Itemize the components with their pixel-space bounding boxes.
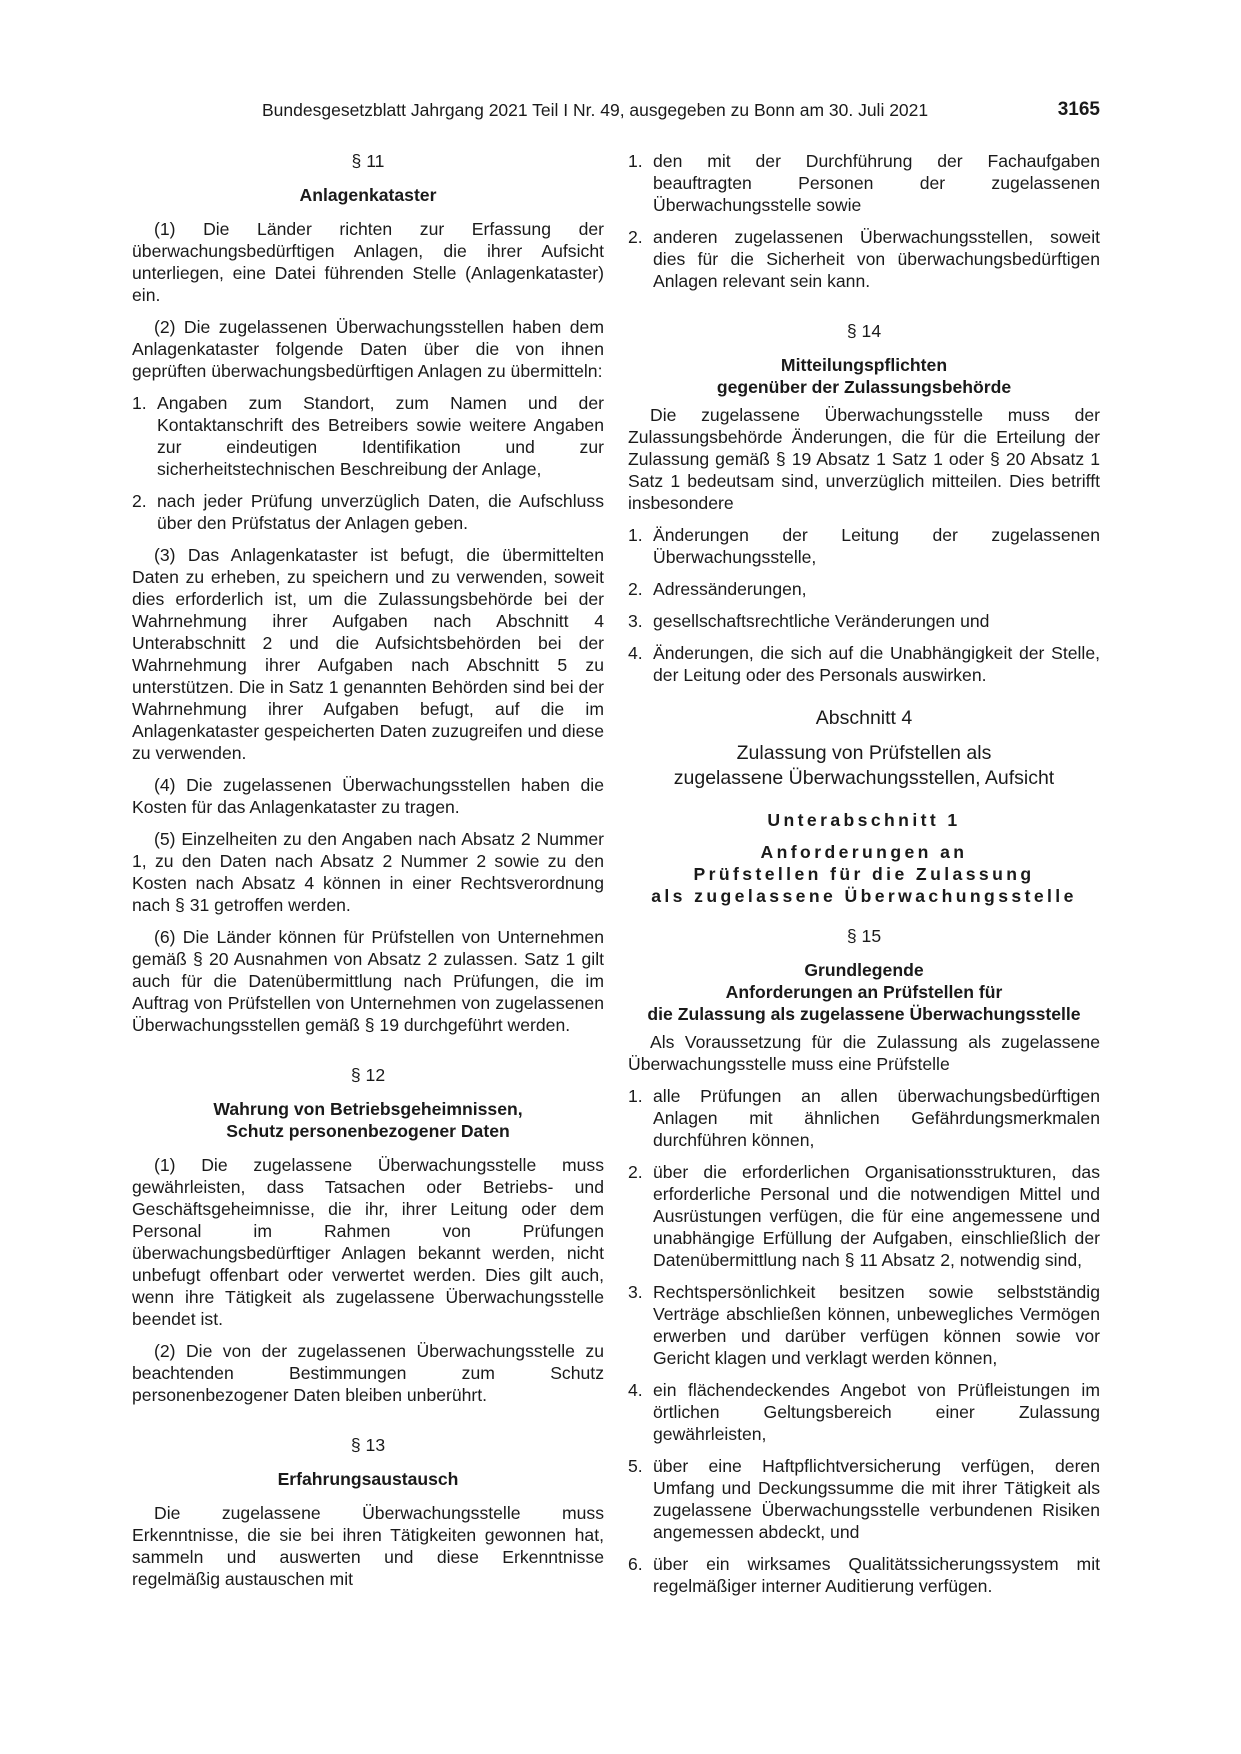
- list-item-text: über die erforderlichen Organisationsstrukturen, das erforderliche Personal und die notwendigen Mittel und Ausrüstungen verfügen, die für eine angemessene und unabhängige Erfüllung der Aufgaben, einschließlich der Datenübermittlung nach § 11 Absatz 2, notwendig sind,: [653, 1162, 1100, 1270]
- list-item-number: 3.: [628, 611, 643, 631]
- section-title-line: Grundlegende: [804, 960, 924, 980]
- section-number: § 12: [350, 1065, 386, 1085]
- paragraph: (1) Die Länder richten zur Erfassung der überwachungsbedürftigen Anlagen, die ihrer Aufsicht unterliegen, eine Datei führenden Stelle (Anlagenkataster) ein.: [132, 219, 604, 305]
- list-item-text: ein flächendeckendes Angebot von Prüfleistungen im örtlichen Geltungsbereich einer Zulassung gewährleisten,: [653, 1380, 1100, 1444]
- list-item-number: 1.: [628, 1086, 643, 1106]
- page-header: [132, 99, 1100, 123]
- list-item-text: Rechtspersönlichkeit besitzen sowie selbstständig Verträge abschließen können, unbewegliches Vermögen erwerben und darüber verfügen können sowie vor Gericht klagen und verklagt werden können,: [653, 1282, 1100, 1368]
- list-item-text: Änderungen, die sich auf die Unabhängigkeit der Stelle, der Leitung oder des Personals auswirken.: [653, 643, 1100, 685]
- section-title-line: Wahrung von Betriebsgeheimnissen,: [213, 1099, 523, 1119]
- running-title: Bundesgesetzblatt Jahrgang 2021 Teil I Nr. 49, ausgegeben zu Bonn am 30. Juli 2021: [262, 100, 929, 120]
- section-number: § 14: [846, 321, 882, 341]
- numbered-list: [132, 392, 604, 534]
- page-number: 3165: [1057, 99, 1100, 120]
- unterabschnitt-title-line: Anforderungen an: [760, 842, 968, 862]
- paragraph: (2) Die zugelassenen Überwachungsstellen haben dem Anlagenkataster folgende Daten über die von ihnen geprüften überwachungsbedürftigen Anlagen zu übermitteln:: [132, 317, 604, 381]
- list-item-text: nach jeder Prüfung unverzüglich Daten, die Aufschluss über den Prüfstatus der Anlagen geben.: [157, 491, 604, 533]
- section-title: Anlagenkataster: [299, 185, 437, 205]
- list-item: [132, 392, 604, 480]
- paragraph: (1) Die zugelassene Überwachungsstelle muss gewährleisten, dass Tatsachen oder Betriebs- und Geschäftsgeheimnisse, die ihr, ihrer Leitung oder dem Personal im Rahmen von Prüfungen überwachungsbedürftiger Anlagen bekannt werden, nicht unbefugt offenbart oder verwertet werden. Dies gilt auch, wenn ihre Tätigkeit als zugelassene Überwachungsstelle beendet ist.: [132, 1155, 604, 1329]
- list-item-number: 2.: [628, 1162, 643, 1182]
- list-item-number: 2.: [628, 227, 643, 247]
- list-item-text: gesellschaftsrechtliche Veränderungen und: [653, 611, 990, 631]
- list-item: [628, 1281, 1100, 1369]
- list-item-text: anderen zugelassenen Überwachungsstellen, soweit dies für die Sicherheit von überwachungsbedürftigen Anlagen relevant sein kann.: [653, 227, 1100, 291]
- list-item-text: Adressänderungen,: [653, 579, 807, 599]
- list-item: [628, 1161, 1100, 1271]
- abschnitt-title-line: Zulassung von Prüfstellen als: [736, 742, 992, 764]
- list-item: [628, 226, 1100, 292]
- paragraph: (4) Die zugelassenen Überwachungsstellen haben die Kosten für das Anlagenkataster zu tragen.: [132, 775, 604, 817]
- section-number: § 15: [846, 926, 882, 946]
- list-item: [628, 1379, 1100, 1445]
- unterabschnitt-title-line: Prüfstellen für die Zulassung: [693, 864, 1035, 884]
- list-item-number: 6.: [628, 1554, 643, 1574]
- list-item-number: 5.: [628, 1456, 643, 1476]
- unterabschnitt-label: Unterabschnitt 1: [767, 810, 961, 830]
- numbered-list: [628, 524, 1100, 686]
- list-item: [628, 578, 1100, 600]
- section-title-line: gegenüber der Zulassungsbehörde: [716, 377, 1012, 397]
- unterabschnitt-title-line: als zugelassene Überwachungsstelle: [651, 886, 1077, 906]
- list-item-text: Angaben zum Standort, zum Namen und der Kontaktanschrift des Betreibers sowie weitere Angaben zur eindeutigen Identifikation und zur sicherheitstechnischen Beschreibung der Anlage,: [157, 393, 604, 479]
- abschnitt-title-line: zugelassene Überwachungsstellen, Aufsicht: [673, 767, 1055, 789]
- list-item-number: 4.: [628, 1380, 643, 1400]
- unterabschnitt-title: [628, 841, 1100, 907]
- list-item-text: den mit der Durchführung der Fachaufgaben beauftragten Personen der zugelassenen Überwachungsstelle sowie: [653, 151, 1100, 215]
- paragraph: Als Voraussetzung für die Zulassung als zugelassene Überwachungsstelle muss eine Prüfstelle: [628, 1032, 1100, 1074]
- paragraph: (2) Die von der zugelassenen Überwachungsstelle zu beachtenden Bestimmungen zum Schutz personenbezogener Daten bleiben unberührt.: [132, 1341, 604, 1405]
- section-title-line: Anforderungen an Prüfstellen für: [725, 982, 1003, 1002]
- abschnitt-label: Abschnitt 4: [815, 707, 913, 729]
- list-item-text: Änderungen der Leitung der zugelassenen Überwachungsstelle,: [653, 525, 1100, 567]
- list-item: [628, 524, 1100, 568]
- list-item: [628, 1085, 1100, 1151]
- list-item-number: 2.: [628, 579, 643, 599]
- numbered-list: [628, 1085, 1100, 1597]
- list-item: [628, 610, 1100, 632]
- list-item-text: alle Prüfungen an allen überwachungsbedürftigen Anlagen mit ähnlichen Gefährdungsmerkmalen durchführen können,: [653, 1086, 1100, 1150]
- list-item-number: 2.: [132, 491, 147, 511]
- paragraph: (3) Das Anlagenkataster ist befugt, die übermittelten Daten zu erheben, zu speichern und zu verwenden, soweit dies erforderlich ist, um die Zulassungsbehörde bei der Wahrnehmung ihrer Aufgaben nach Abschnitt 4 Unterabschnitt 2 und die Aufsichtsbehörden bei der Wahrnehmung ihrer Aufgaben nach Abschnitt 5 zu unterstützen. Die in Satz 1 genannten Behörden sind bei der Wahrnehmung ihrer Aufgaben befugt, auf die im Anlagenkataster gespeicherten Daten zuzugreifen und diese zu verwenden.: [132, 545, 604, 763]
- list-item: [628, 150, 1100, 216]
- list-item-number: 1.: [628, 525, 643, 545]
- paragraph: (5) Einzelheiten zu den Angaben nach Absatz 2 Nummer 1, zu den Daten nach Absatz 2 Nummer 2 sowie zu den Kosten nach Absatz 4 können in einer Rechtsverordnung nach § 31 getroffen werden.: [132, 829, 604, 915]
- list-item-number: 3.: [628, 1282, 643, 1302]
- section-number: § 11: [351, 151, 385, 171]
- section-title-line: Schutz personenbezogener Daten: [226, 1121, 510, 1141]
- list-item-text: über ein wirksames Qualitätssicherungssystem mit regelmäßiger interner Auditierung verfügen.: [653, 1554, 1100, 1596]
- numbered-list: [628, 150, 1100, 292]
- list-item: [132, 490, 604, 534]
- list-item-number: 4.: [628, 643, 643, 663]
- paragraph: (6) Die Länder können für Prüfstellen von Unternehmen gemäß § 20 Ausnahmen von Absatz 2 zulassen. Satz 1 gilt auch für die Datenübermittlung nach Prüfungen, die im Auftrag von Prüfstellen von Unternehmen von zugelassenen Überwachungsstellen gemäß § 19 durchgeführt werden.: [132, 927, 604, 1035]
- paragraph: Die zugelassene Überwachungsstelle muss Erkenntnisse, die sie bei ihren Tätigkeiten gewonnen hat, sammeln und auswerten und diese Erkenntnisse regelmäßig austauschen mit: [132, 1503, 604, 1589]
- section-title: Erfahrungsaustausch: [277, 1469, 459, 1489]
- list-item: [628, 642, 1100, 686]
- paragraph: Die zugelassene Überwachungsstelle muss der Zulassungsbehörde Änderungen, die für die Erteilung der Zulassung gemäß § 19 Absatz 1 Satz 1 oder § 20 Absatz 1 Satz 1 bedeutsam sind, unverzüglich mitteilen. Dies betrifft insbesondere: [628, 405, 1100, 513]
- list-item-number: 1.: [132, 393, 147, 413]
- list-item-number: 1.: [628, 151, 643, 171]
- section-title-line: Mitteilungspflichten: [780, 355, 948, 375]
- list-item-text: über eine Haftpflichtversicherung verfügen, deren Umfang und Deckungssumme die mit ihrer Tätigkeit als zugelassene Überwachungsstelle verbundenen Risiken angemessen abdeckt, und: [653, 1456, 1100, 1542]
- right-column: [628, 150, 1100, 1607]
- left-column: [132, 150, 604, 1600]
- list-item: [628, 1455, 1100, 1543]
- section-number: § 13: [350, 1435, 386, 1455]
- section-title-line: die Zulassung als zugelassene Überwachungsstelle: [647, 1004, 1081, 1024]
- list-item: [628, 1553, 1100, 1597]
